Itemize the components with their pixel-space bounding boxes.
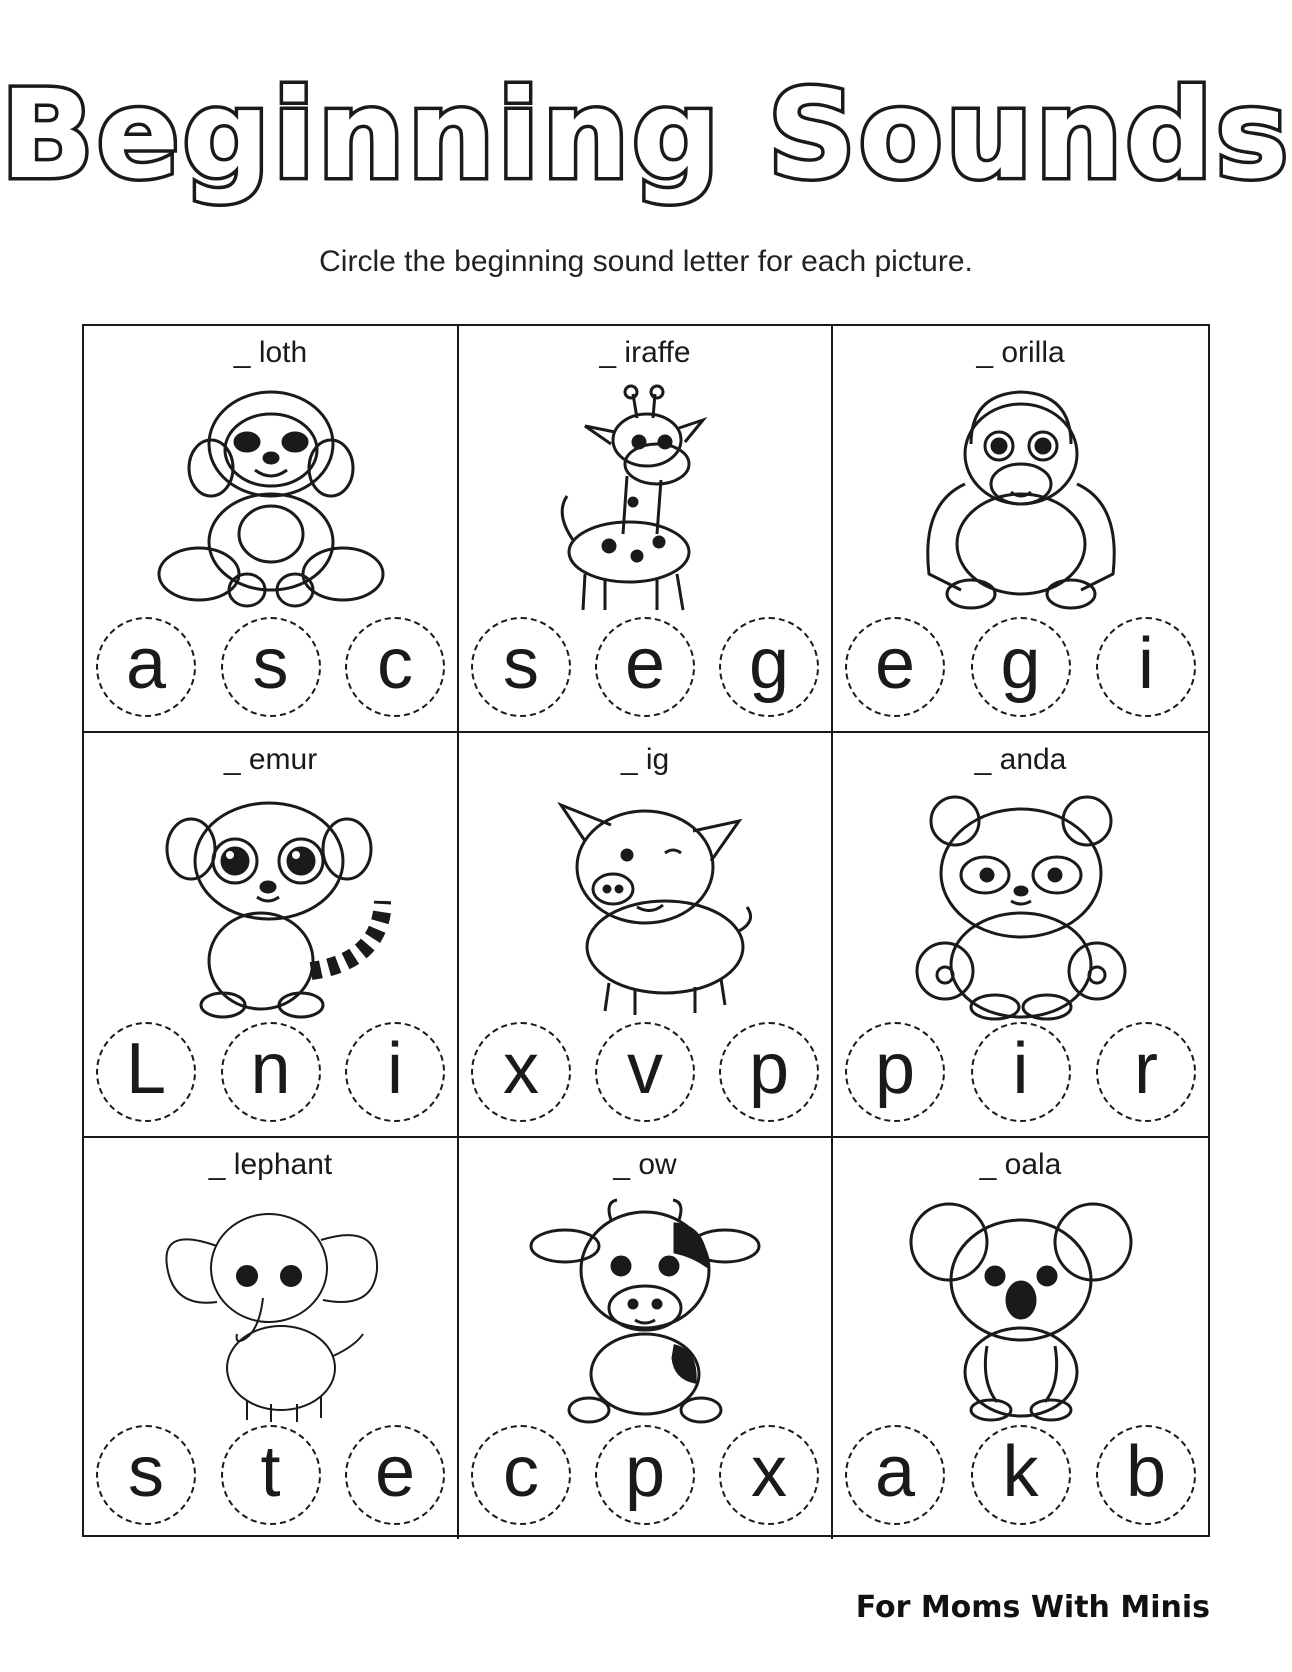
letter-choice[interactable]: i (1096, 617, 1196, 717)
panda-icon (901, 791, 1141, 1021)
card-gorilla (833, 326, 1208, 733)
card-koala (833, 1138, 1208, 1539)
letter-choice[interactable]: i (345, 1022, 445, 1122)
card-sloth (84, 326, 459, 733)
word-prompt: _ oala (979, 1148, 1062, 1181)
letter-choice[interactable]: p (595, 1425, 695, 1525)
cow-icon (525, 1196, 765, 1426)
gorilla-icon (901, 384, 1141, 614)
letter-choice[interactable]: p (719, 1022, 819, 1122)
card-panda (833, 733, 1208, 1138)
letter-choice[interactable]: p (845, 1022, 945, 1122)
letter-choices (845, 1425, 1196, 1529)
letter-choices (471, 1425, 819, 1529)
letter-choice[interactable]: x (719, 1425, 819, 1525)
letter-choices (845, 1022, 1196, 1126)
letter-choice[interactable]: r (1096, 1022, 1196, 1122)
card-pig (459, 733, 833, 1138)
letter-choices (96, 1425, 445, 1529)
letter-choice[interactable]: t (221, 1425, 321, 1525)
sloth-icon (151, 384, 391, 614)
giraffe-icon (525, 384, 765, 614)
letter-choice[interactable]: e (345, 1425, 445, 1525)
instructions: Circle the beginning sound letter for each picture. (319, 245, 973, 278)
word-prompt: _ lephant (208, 1148, 333, 1181)
letter-choice[interactable]: n (221, 1022, 321, 1122)
letter-choice[interactable]: s (221, 617, 321, 717)
letter-choice[interactable]: c (471, 1425, 571, 1525)
pig-icon (525, 791, 765, 1021)
letter-choice[interactable]: e (595, 617, 695, 717)
elephant-icon (151, 1196, 391, 1426)
word-prompt: _ orilla (976, 336, 1065, 369)
letter-choice[interactable]: L (96, 1022, 196, 1122)
letter-choice[interactable]: a (845, 1425, 945, 1525)
letter-choice[interactable]: k (971, 1425, 1071, 1525)
letter-choice[interactable]: c (345, 617, 445, 717)
worksheet-grid (82, 324, 1210, 1537)
letter-choice[interactable]: v (595, 1022, 695, 1122)
word-prompt: _ emur (223, 743, 318, 776)
letter-choices (471, 1022, 819, 1126)
word-prompt: _ loth (233, 336, 308, 369)
letter-choices (471, 617, 819, 721)
letter-choice[interactable]: g (971, 617, 1071, 717)
word-prompt: _ iraffe (599, 336, 691, 369)
letter-choice[interactable]: s (96, 1425, 196, 1525)
letter-choice[interactable]: a (96, 617, 196, 717)
letter-choice[interactable]: e (845, 617, 945, 717)
page-title: Beginning Sounds (0, 64, 1292, 206)
letter-choice[interactable]: g (719, 617, 819, 717)
koala-icon (901, 1196, 1141, 1426)
word-prompt: _ anda (974, 743, 1067, 776)
letter-choices (96, 617, 445, 721)
letter-choice[interactable]: b (1096, 1425, 1196, 1525)
letter-choice[interactable]: s (471, 617, 571, 717)
word-prompt: _ ig (620, 743, 670, 776)
word-prompt: _ ow (613, 1148, 677, 1181)
card-giraffe (459, 326, 833, 733)
lemur-icon (151, 791, 391, 1021)
card-elephant (84, 1138, 459, 1539)
letter-choices (96, 1022, 445, 1126)
card-lemur (84, 733, 459, 1138)
card-cow (459, 1138, 833, 1539)
brand-footer: For Moms With Minis (855, 1590, 1210, 1625)
letter-choice[interactable]: i (971, 1022, 1071, 1122)
letter-choice[interactable]: x (471, 1022, 571, 1122)
letter-choices (845, 617, 1196, 721)
